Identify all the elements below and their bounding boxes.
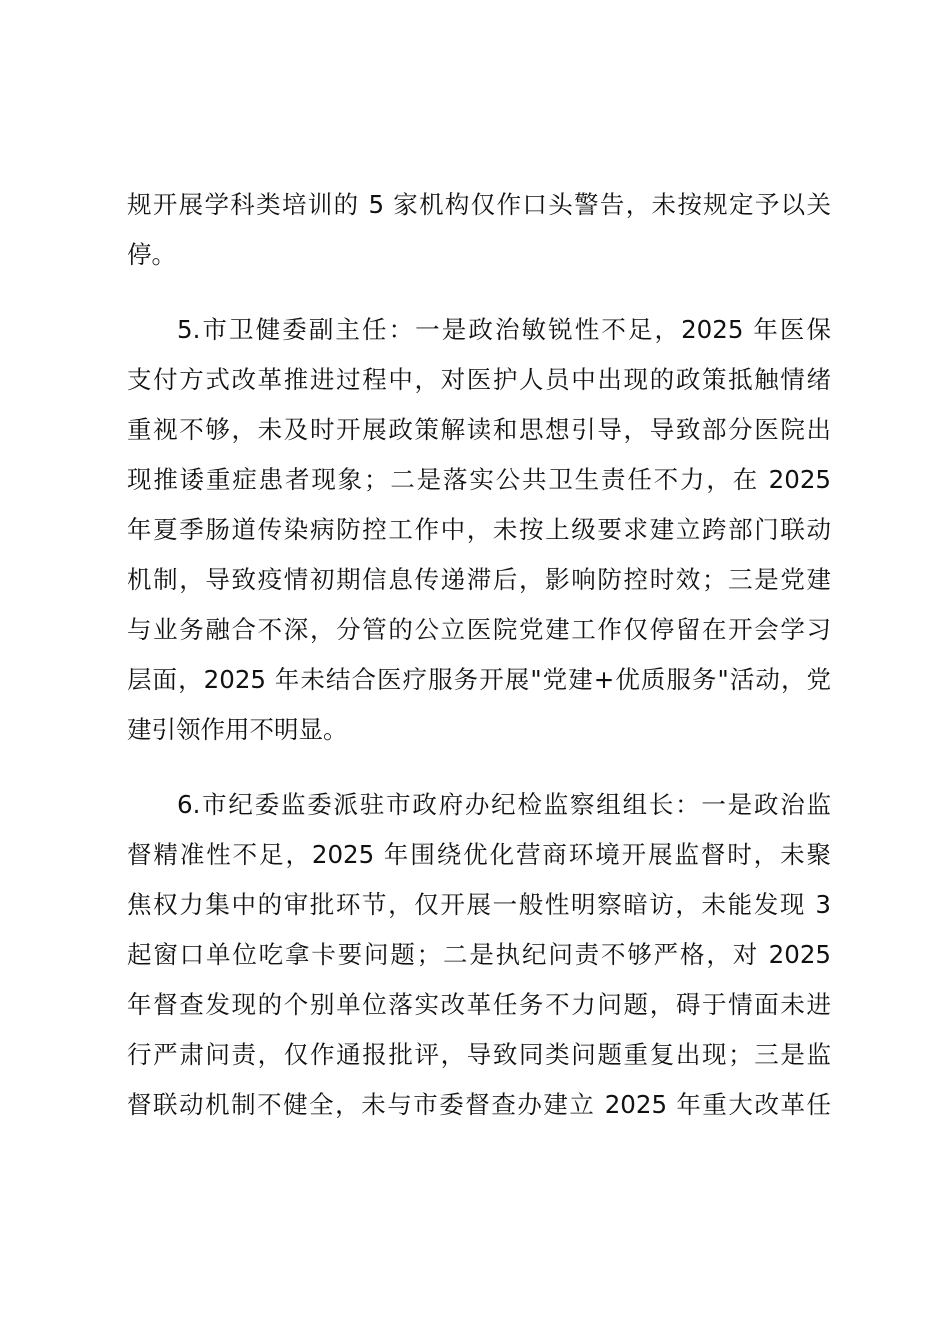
- text-line: 机制，导致疫情初期信息传递滞后，影响防控时效；三是党建: [127, 565, 831, 594]
- text-line: 起窗口单位吃拿卡要问题；二是执纪问责不够严格，对 2025: [127, 940, 831, 969]
- paragraph-first-line: 5.市卫健委副主任：一是政治敏锐性不足，2025 年医保: [177, 315, 831, 344]
- text-line: 督联动机制不健全，未与市委督查办建立 2025 年重大改革任: [127, 1090, 831, 1119]
- text-line: 停。: [127, 240, 176, 269]
- text-line: 与业务融合不深，分管的公立医院党建工作仅停留在开会学习: [127, 615, 831, 644]
- text-line: 年督查发现的个别单位落实改革任务不力问题，碍于情面未进: [127, 990, 831, 1019]
- text-line: 督精准性不足，2025 年围绕优化营商环境开展监督时，未聚: [127, 840, 831, 869]
- text-line: 现推诿重症患者现象；二是落实公共卫生责任不力，在 2025: [127, 465, 831, 494]
- text-line: 行严肃问责，仅作通报批评，导致同类问题重复出现；三是监: [127, 1040, 831, 1069]
- text-line: 规开展学科类培训的 5 家机构仅作口头警告，未按规定予以关: [127, 190, 831, 219]
- text-line: 年夏季肠道传染病防控工作中，未按上级要求建立跨部门联动: [127, 515, 831, 544]
- text-line: 支付方式改革推进过程中，对医护人员中出现的政策抵触情绪: [127, 365, 831, 394]
- text-line: 焦权力集中的审批环节，仅开展一般性明察暗访，未能发现 3: [127, 890, 831, 919]
- text-line: 建引领作用不明显。: [127, 715, 348, 744]
- text-line: 重视不够，未及时开展政策解读和思想引导，导致部分医院出: [127, 415, 831, 444]
- paragraph-first-line: 6.市纪委监委派驻市政府办纪检监察组组长：一是政治监: [177, 790, 831, 819]
- text-line: 层面，2025 年未结合医疗服务开展"党建+优质服务"活动，党: [127, 665, 831, 694]
